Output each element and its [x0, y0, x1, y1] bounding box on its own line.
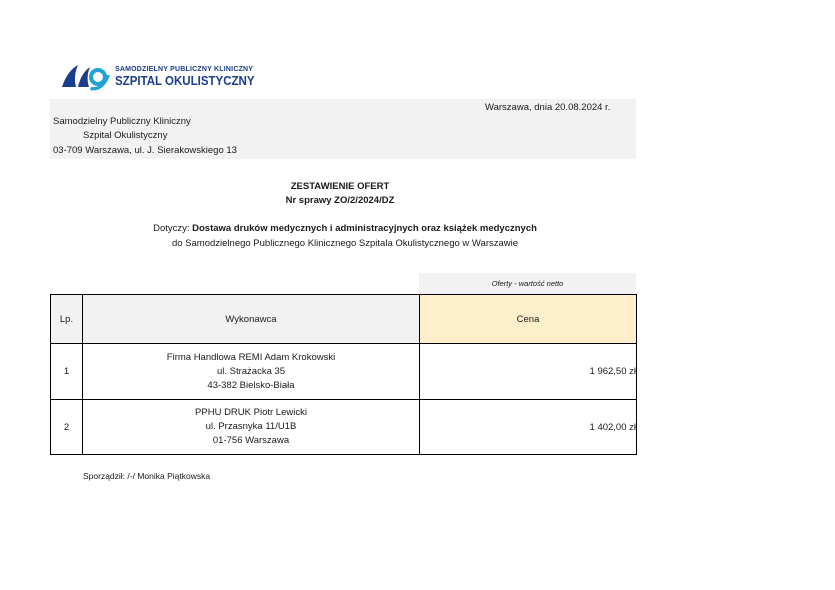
eye-logo-icon	[60, 63, 112, 93]
column-header-contractor: Wykonawca	[83, 295, 420, 344]
prepared-by: Sporządził: /-/ Monika Piątkowska	[83, 471, 211, 481]
contractor-city: 01-756 Warszawa	[212, 435, 290, 446]
row-number: 1	[51, 344, 83, 400]
address-line-3: 03-709 Warszawa, ul. J. Sierakowskiego 13	[53, 145, 237, 156]
table-row	[51, 344, 637, 400]
concern-line-2: do Samodzielnego Publicznego Klinicznego Szpitala Okulistycznego w Warszawie	[171, 238, 519, 249]
price-cell: 1 402,00 zł	[420, 400, 637, 455]
price-cell: 1 962,50 zł	[420, 344, 637, 400]
contractor-cell	[83, 344, 420, 400]
row-number: 2	[51, 400, 83, 455]
address-line-2: Szpital Okulistyczny	[83, 130, 168, 141]
contractor-cell	[83, 400, 420, 455]
contractor-street: ul. Strażacka 35	[216, 365, 286, 377]
concern-prefix: Dotyczy:	[153, 223, 193, 234]
contractor-street: ul. Przasnyka 11/U1B	[205, 421, 297, 432]
contractor-name: PPHU DRUK Piotr Lewicki	[195, 407, 307, 418]
address-line-1: Samodzielny Publiczny Kliniczny	[53, 116, 191, 127]
hospital-logo	[60, 63, 255, 93]
logo-text-line2: SZPITAL OKULISTYCZNY	[115, 74, 255, 88]
contractor-city: 43-382 Bielsko-Biała	[207, 379, 295, 391]
column-header-lp: Lp.	[51, 295, 83, 344]
contractor-name: Firma Handlowa REMI Adam Krokowski	[166, 351, 336, 363]
document-title: ZESTAWIENIE OFERT	[290, 181, 390, 192]
case-number: Nr sprawy ZO/2/2024/DZ	[285, 195, 395, 206]
logo-text-line1: SAMODZIELNY PUBLICZNY KLINICZNY	[115, 66, 254, 73]
concern-subject: Dostawa druków medycznych i administracyjnych oraz książek medycznych	[192, 223, 537, 234]
offers-table	[50, 294, 637, 455]
table-header-row	[51, 295, 637, 344]
table-row	[51, 400, 637, 455]
concern-line-1	[100, 223, 590, 234]
column-header-price: Cena	[420, 295, 637, 344]
offers-net-value-header: Oferty - wartość netto	[419, 273, 636, 294]
document-date: Warszawa, dnia 20.08.2024 r.	[485, 102, 611, 113]
